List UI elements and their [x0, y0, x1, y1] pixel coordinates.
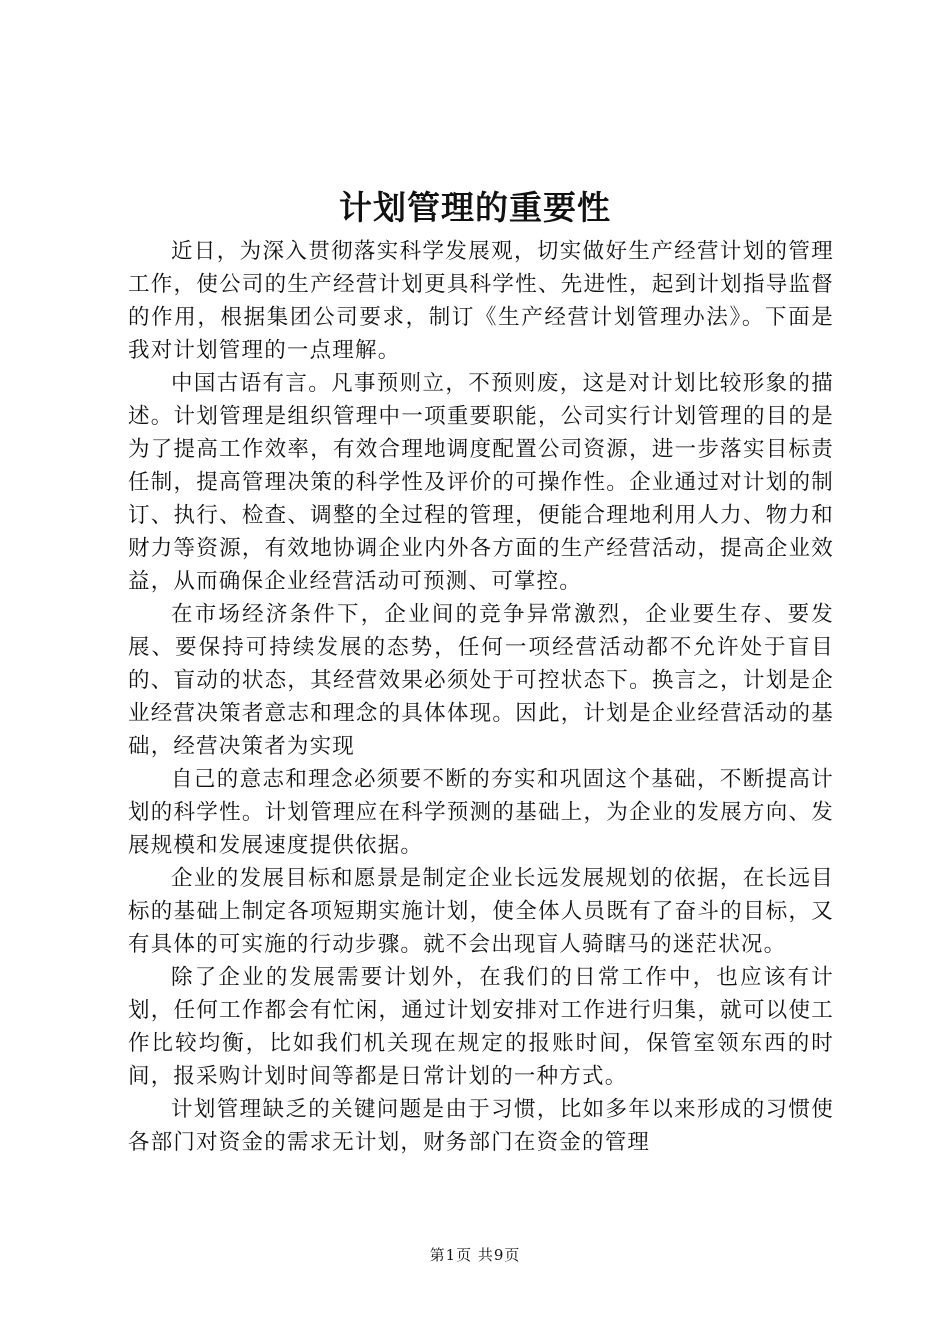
- document-title: 计划管理的重要性: [339, 188, 611, 227]
- paragraph-2: 中国古语有言。凡事预则立，不预则废，这是对计划比较形象的描述。计划管理是组织管理中一项重要职能，公司实行计划管理的目的是为了提高工作效率，有效合理地调度配置公司资源，进一步落实目标责任制，提高管理决策的科学性及评价的可操作性。企业通过对计划的制订、执行、检查、调整的全过程的管理，便能合理地利用人力、物力和财力等资源，有效地协调企业内外各方面的生产经营活动，提高企业效益，从而确保企业经营活动可预测、可掌控。: [128, 371, 834, 594]
- document-body: [128, 235, 834, 1159]
- paragraph-6: 除了企业的发展需要计划外，在我们的日常工作中，也应该有计划，任何工作都会有忙闲，通过计划安排对工作进行归集，就可以使工作比较均衡，比如我们机关现在规定的报账时间，保管室领东西的时间，报采购计划时间等都是日常计划的一种方式。: [128, 965, 834, 1089]
- paragraph-5: 企业的发展目标和愿景是制定企业长远发展规划的依据，在长远目标的基础上制定各项短期实施计划，使全体人员既有了奋斗的目标，又有具体的可实施的行动步骤。就不会出现盲人骑瞎马的迷茫状况。: [128, 866, 834, 957]
- paragraph-7: 计划管理缺乏的关键问题是由于习惯，比如多年以来形成的习惯使各部门对资金的需求无计划，财务部门在资金的管理: [128, 1097, 834, 1155]
- paragraph-3: 在市场经济条件下，企业间的竞争异常激烈，企业要生存、要发展、要保持可持续发展的态势，任何一项经营活动都不允许处于盲目的、盲动的状态，其经营效果必须处于可控状态下。换言之，计划是企业经营决策者意志和理念的具体体现。因此，计划是企业经营活动的基础，经营决策者为实现: [128, 602, 834, 759]
- paragraph-4: 自己的意志和理念必须要不断的夯实和巩固这个基础，不断提高计划的科学性。计划管理应在科学预测的基础上，为企业的发展方向、发展规模和发展速度提供依据。: [128, 767, 834, 858]
- paragraph-1: 近日，为深入贯彻落实科学发展观，切实做好生产经营计划的管理工作，使公司的生产经营计划更具科学性、先进性，起到计划指导监督的作用，根据集团公司要求，制订《生产经营计划管理办法》。下面是我对计划管理的一点理解。: [128, 239, 834, 363]
- page-footer: 第1页 共9页: [429, 1246, 521, 1264]
